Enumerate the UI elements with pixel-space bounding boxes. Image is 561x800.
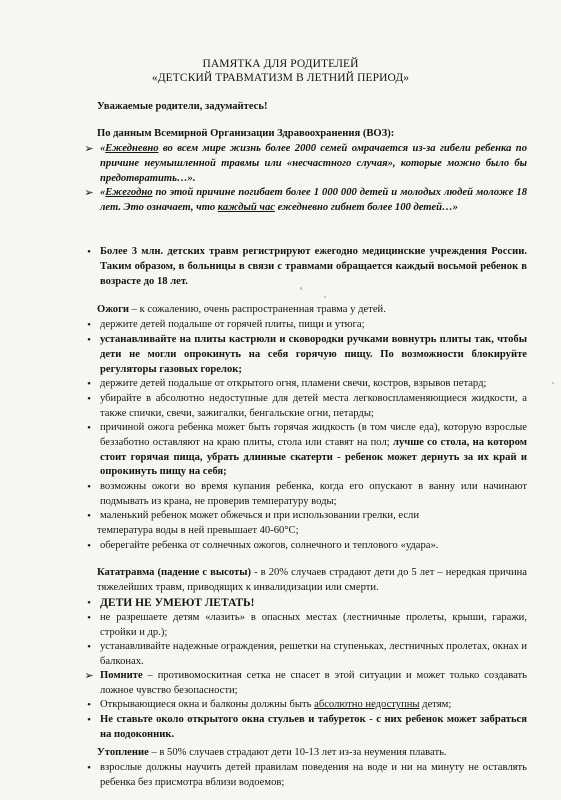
burns-item: • оберегайте ребенка от солнечных ожогов, солнечного и теплового «удара».	[82, 539, 527, 554]
who-item-russia	[82, 245, 527, 289]
dot-bullet-icon: •	[87, 393, 91, 405]
falls-item: • Открывающиеся окна и балконы должны быть абсолютно недоступны детям;	[82, 698, 527, 713]
dot-bullet-icon: •	[87, 540, 91, 552]
document-title-line1: ПАМЯТКА ДЛЯ РОДИТЕЛЕЙ	[202, 58, 359, 70]
burns-item: • возможны ожоги во время купания ребенка, когда его опускают в ванну или начинают подмывать из крана, не проверив температуру воды;	[82, 480, 527, 510]
who-item-daily	[82, 142, 527, 186]
burns-item: • убирайте в абсолютно недоступные для детей места легковоспламеняющиеся жидкости, а также спички, свечи, зажигалки, бенгальские огни, петарды;	[82, 392, 527, 422]
drowning-item: • взрослые должны научить детей правилам поведения на воде и ни на минуту не оставлять ребенка без присмотра вблизи водоемов;	[82, 761, 527, 791]
who-item-text: «Ежегодно по этой причине погибает более 1 000 000 детей и молодых людей моложе 18 лет. Это означает, что каждый час ежедневно гибнет более 100 детей…»	[100, 187, 527, 213]
burns-item: • держите детей подальше от открытого огня, пламени свечи, костров, взрывов петард;	[82, 377, 527, 392]
dot-bullet-icon: •	[87, 641, 91, 653]
falls-item: • устанавливайте надежные ограждения, решетки на ступеньках, лестничных пролетах, окнах и балконах.	[82, 640, 527, 670]
dot-bullet-icon: •	[87, 334, 91, 346]
falls-heading: Кататравма (падение с высоты) - в 20% случаев страдают дети до 5 лет – нередкая причина тяжелейших травм, приводящих к инвалидизации или смерти.	[97, 567, 527, 593]
arrow-bullet-icon: ➢	[84, 143, 94, 155]
who-heading: По данным Всемирной Организации Здравоохранения (ВОЗ):	[97, 128, 395, 139]
who-item-text: «Ежедневно во всем мире жизнь более 2000 семей омрачается из-за гибели ребенка по причине неумышленной травмы или «несчастного случая», которые можно было бы предотвратить…».	[100, 143, 527, 184]
burns-item: • причиной ожога ребенка может быть горячая жидкость (в том числе еда), которую взрослые беззаботно оставляют на краю плиты, стола или ставят на пол; лучше со стола, на котором стоит горячая пища, убрать длинные скатерти - ребенок может дернуть за их край и опрокинуть пищу на себя;	[82, 421, 527, 480]
dot-bullet-icon: •	[87, 481, 91, 493]
dot-bullet-icon: •	[87, 378, 91, 390]
burns-item-continuation: температура воды в ней превышает 40-60°С;	[97, 525, 299, 536]
falls-item: • ДЕТИ НЕ УМЕЮТ ЛЕТАТЬ!	[82, 596, 527, 611]
falls-item: • не разрешаете детям «лазить» в опасных местах (лестничные пролеты, крыши, гаражи, стройки и др.);	[82, 611, 527, 641]
who-item-text: Более 3 млн. детских травм регистрируют ежегодно медицинские учреждения России. Таким образом, в больницы в связи с травмами обращается каждый восьмой ребенок в возрасте до 18 лет.	[100, 246, 527, 287]
scan-speck	[552, 382, 554, 384]
arrow-bullet-icon: ➢	[84, 670, 94, 682]
drowning-heading: Утопление – в 50% случаев страдают дети 10-13 лет из-за неумения плавать.	[97, 747, 447, 758]
dot-bullet-icon: •	[87, 597, 91, 609]
dot-bullet-icon: •	[87, 319, 91, 331]
arrow-bullet-icon: ➢	[84, 187, 94, 199]
who-item-yearly	[82, 186, 527, 216]
dot-bullet-icon: •	[87, 246, 91, 258]
dot-bullet-icon: •	[87, 612, 91, 624]
document-title-line2: «ДЕТСКИЙ ТРАВМАТИЗМ В ЛЕТНИЙ ПЕРИОД»	[151, 72, 410, 84]
dot-bullet-icon: •	[87, 422, 91, 434]
dot-bullet-icon: •	[87, 714, 91, 726]
dot-bullet-icon: •	[87, 762, 91, 774]
burns-heading: Ожоги – к сожалению, очень распространенная травма у детей.	[97, 304, 386, 315]
burns-item: • маленький ребенок может обжечься и при использовании грелки, если	[82, 509, 527, 524]
falls-item: • Не ставьте около открытого окна стульев и табуреток - с них ребенок может забраться на подоконник.	[82, 713, 527, 743]
greeting: Уважаемые родители, задумайтесь!	[97, 101, 268, 112]
dot-bullet-icon: •	[87, 699, 91, 711]
scan-speck	[324, 296, 326, 298]
burns-item: • держите детей подальше от горячей плиты, пищи и утюга;	[82, 318, 527, 333]
falls-item: ➢ Помните – противомоскитная сетка не спасет в этой ситуации и может только создавать ложное чувство безопасности;	[82, 669, 527, 699]
burns-item: • устанавливайте на плиты кастрюли и сковородки ручками вовнутрь плиты так, чтобы дети не могли опрокинуть на себя горячую пищу. По возможности блокируйте регуляторы газовых горелок;	[82, 333, 527, 377]
dot-bullet-icon: •	[87, 510, 91, 522]
